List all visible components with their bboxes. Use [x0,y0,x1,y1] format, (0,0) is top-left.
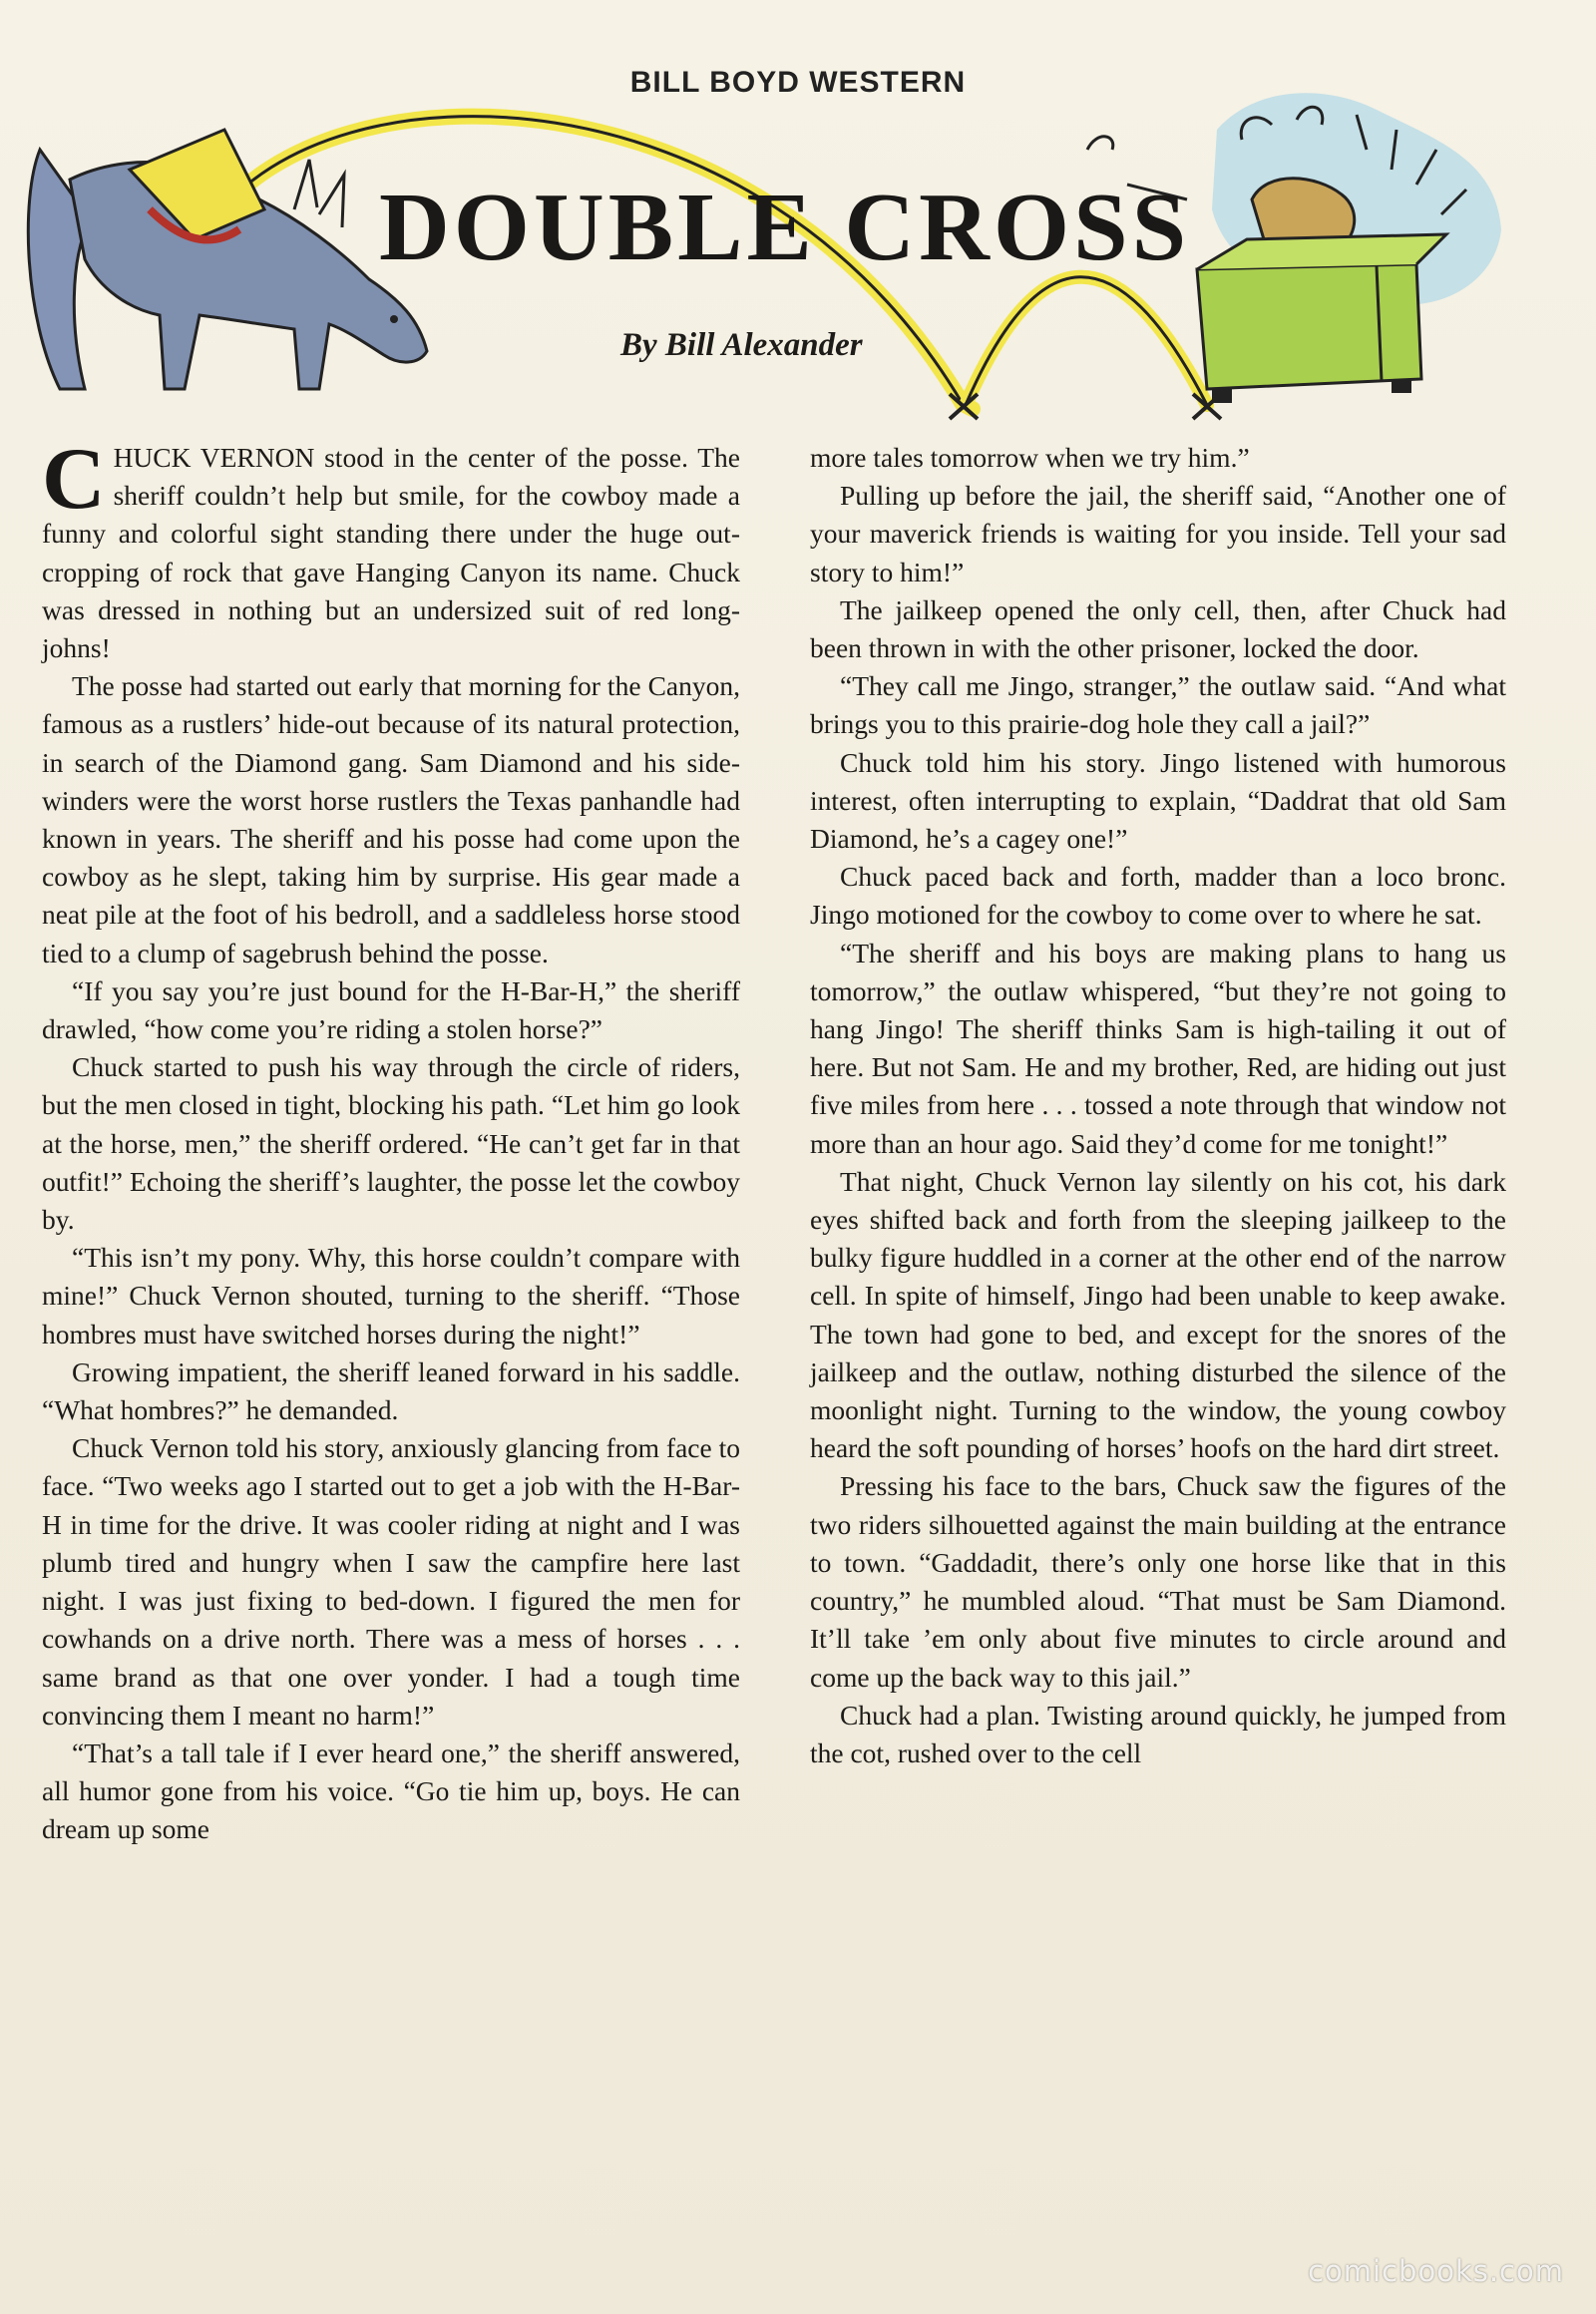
paragraph: Pulling up before the jail, the sheriff said, “Another one of your maverick friends is waiting for you inside. Tell your sad story to him!” [810,480,1506,587]
text-column-left [42,431,740,1849]
paragraph: “They call me Jingo, stranger,” the outlaw said. “And what brings you to this prairie-dog hole they call a jail?” [810,670,1506,740]
paragraph: Pressing his face to the bars, Chuck saw the figures of the two riders silhouetted against the main building at the entrance to town. “Gaddadit, there’s only one horse like that in this country,” he mumbled aloud. “That must be Sam Diamond. It’ll take ’em only about five minutes to circle around and come up the back way to this jail.” [810,1470,1506,1693]
story-title: DOUBLE CROSS [379,174,1191,281]
paragraph: Chuck started to push his way through the circle of riders, but the men closed in tight, blocking his path. “Let him go look at the horse, men,” the sheriff ordered. “He can’t get far in that outfit!” Echoing the sheriff’s laughter, the posse let the cowboy by. [42,1051,740,1236]
drop-cap: C [42,431,106,528]
paragraph: “The sheriff and his boys are making plans to hang us tomorrow,” the outlaw whispered, “but they’re not going to hang Jingo! The sheriff thinks Sam is high-tailing it out of here. But not Sam. He and my brother, Red, are hiding out just five miles from here . . . tossed a note through that window not more than an hour ago. Said they’d come for me tonight!” [810,937,1506,1159]
horse-with-saddle-illustration [28,130,427,389]
watermark: comicbooks.com [1308,2254,1564,2288]
text-column-right [810,439,1506,1772]
paragraph: more tales tomorrow when we try him.” [810,442,1250,473]
paragraph: Growing impatient, the sheriff leaned forward in his saddle. “What hombres?” he demanded. [42,1355,740,1426]
paragraph: “That’s a tall tale if I ever heard one,” the sheriff answered, all humor gone from his voice. “Go tie him up, boys. He can dream up some [42,1736,740,1845]
paragraph: Chuck had a plan. Twisting around quickly, he jumped from the cot, rushed over to the cell [810,1699,1506,1768]
paragraph: That night, Chuck Vernon lay silently on his cot, his dark eyes shifted back and forth from the sleeping jailkeep to the bulky figure huddled in a corner at the other end of the narrow cell. In spite of himself, Jingo had been unable to keep awake. The town had gone to bed, and except for the snores of the jailkeep and the outlaw, nothing disturbed the silence of the moonlight night. Turning to the window, the young cowboy heard the soft pounding of horses’ hoofs on the hard dirt street. [810,1165,1506,1464]
paragraph: Chuck told him his story. Jingo listened with humorous interest, often interrupting to explain, “Daddrat that old Sam Diamond, he’s a cagey one!” [810,746,1506,855]
running-head: BILL BOYD WESTERN [629,66,967,99]
paragraph: Chuck Vernon told his story, anxiously glancing from face to face. “Two weeks ago I started out to get a job with the H-Bar-H in time for the drive. It was cooler riding at night and I was plumb tired and hungry when I saw the campfire here last night. I was just fixing to bed-down. I figured the men for cowhands on a drive north. There was a mess of horses . . . same brand as that one over yonder. I had a tough time convincing them I meant no harm!” [42,1432,740,1731]
paragraph: CHUCK VERNON stood in the center of the posse. The sheriff couldn’t help but smile, for the cowboy made a funny and colorful sight standing there under the huge outcropping of rock that gave Hanging Canyon its name. Chuck was dressed in nothing but an undersized suit of red long-johns! [42,431,740,664]
paragraph: The posse had started out early that morning for the Canyon, famous as a rustlers’ hide-out because of its natural protection, in search of the Diamond gang. Sam Diamond and his sidewinders were the worst horse rustlers the Texas panhandle had known in years. The sheriff and his posse had come upon the cowboy as he slept, taking him by surprise. His gear made a neat pile at the foot of his bedroll, and a saddleless horse stood tied to a clump of sagebrush behind the posse. [42,670,740,968]
paragraph: Chuck paced back and forth, madder than a loco bronc. Jingo motioned for the cowboy to come over to where he sat. [810,861,1506,931]
paragraph: “This isn’t my pony. Why, this horse couldn’t compare with mine!” Chuck Vernon shouted, turning to the sheriff. “Those hombres must have switched horses during the night!” [42,1242,740,1350]
paragraph: “If you say you’re just bound for the H-Bar-H,” the sheriff drawled, “how come you’re riding a stolen horse?” [42,974,740,1045]
story-byline: By Bill Alexander [620,327,863,363]
paragraph: The jailkeep opened the only cell, then, after Chuck had been thrown in with the other prisoner, locked the door. [810,593,1506,664]
